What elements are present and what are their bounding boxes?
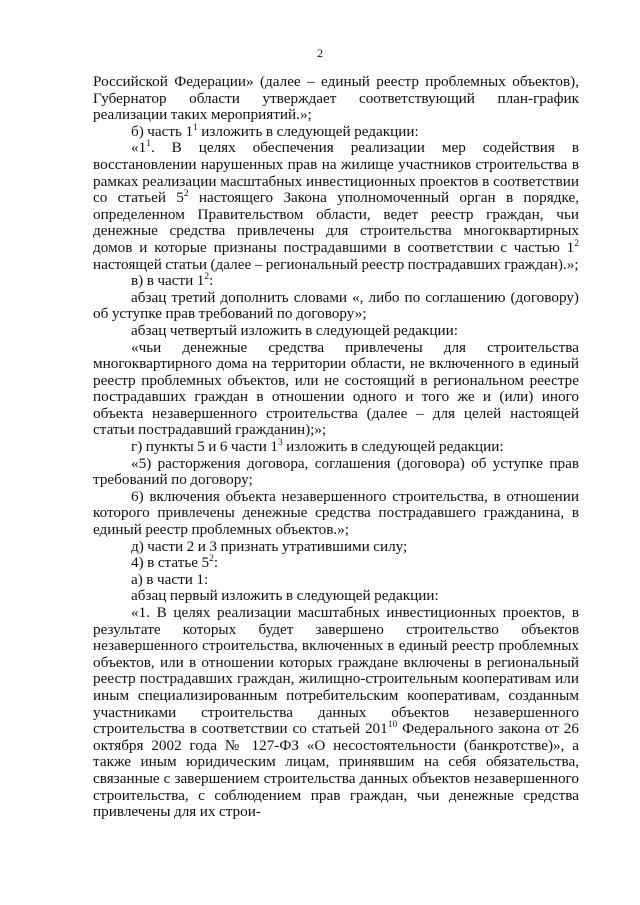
text-run: : — [209, 272, 214, 290]
paragraph: «5) расторжения договора, соглашения (договора) об уступке прав требований по договору; — [93, 454, 579, 489]
document-body — [93, 74, 579, 821]
superscript: 2 — [204, 272, 210, 283]
text-run: в) в части 1 — [131, 272, 205, 290]
superscript: 10 — [387, 720, 398, 731]
paragraph: абзац четвертый изложить в следующей редакции: — [131, 321, 458, 339]
paragraph: 6) включения объекта незавершенного строительства, в отношении которого привлечены денежные средства пострадавшего гражданина, в единый реестр проблемных объектов.»; — [93, 487, 579, 539]
text-run: изложить в следующей редакции: — [282, 438, 504, 456]
text-run: «1. В целях реализации масштабных инвестиционных проектов, в результате которых будет завершено строительство объектов незавершенного строительства, включенных в единый реестр проблемных объектов, или в отношении которых граждане включены в региональный реестр пострадавших граждан, жилищно-строительным кооперативам или иным специализированным потребительским кооперативам, созданным участниками строительства данных объектов незавершенного строительства в соответствии со статьей 201 — [93, 604, 579, 738]
text-run: г) пункты 5 и 6 части 1 — [131, 438, 278, 456]
text-run: настоящей статьи (далее – региональный реестр пострадавших граждан).»; — [93, 255, 579, 273]
text-run: изложить в следующей редакции: — [197, 122, 419, 140]
text-run: «1 — [131, 139, 147, 157]
text-run: : — [213, 554, 219, 572]
text-run: б) часть 1 — [131, 122, 194, 140]
text-run: Федерального закона от 26 октября 2002 года № 127-ФЗ «О несостоятельности (банкротстве)», а также иным юридическим лицам, принявшим на себя обязательства, связанные с завершением строительства данных объектов незавершенного строительства, с соблюдением прав граждан, чьи денежные средства привлечены для их строи- — [93, 720, 579, 821]
paragraph — [93, 605, 579, 821]
text-run: . В целях обеспечения реализации мер содействия в восстановлении нарушенных прав на жилище участников строительства в рамках реализации масштабных инвестиционных проектов в соответствии со статьей 5 — [93, 139, 579, 207]
page-number: 2 — [317, 46, 323, 60]
paragraph — [93, 140, 579, 273]
paragraph — [93, 439, 579, 456]
superscript: 1 — [193, 122, 198, 133]
superscript: 1 — [146, 139, 151, 150]
superscript: 2 — [574, 238, 579, 249]
paragraph: а) в части 1: — [131, 570, 209, 588]
text-run: 4) в статье 5 — [131, 554, 210, 572]
paragraph: абзац третий дополнить словами «, либо по соглашению (договору) об уступке прав требований по договору»; — [93, 288, 579, 323]
text-run: настоящего Закона уполномоченный орган в порядке, определенном Правительством области, ведет реестр граждан, чьи денежные средства привлечены для строительства многоквартирных домов и которые признаны пострадавшими в соответствии с частью 1 — [93, 189, 579, 256]
paragraph — [93, 555, 579, 572]
paragraph — [93, 273, 579, 290]
paragraph: д) части 2 и 3 признать утратившими силу; — [131, 537, 408, 555]
paragraph: абзац первый изложить в следующей редакции: — [131, 587, 439, 605]
superscript: 2 — [209, 554, 214, 565]
paragraph — [93, 124, 579, 141]
paragraph: Российской Федерации» (далее – единый реестр проблемных объектов), Губернатор области утверждает соответствующий план-график реализации таких мероприятий.»; — [93, 73, 579, 124]
superscript: 3 — [277, 438, 283, 449]
paragraph: «чьи денежные средства привлечены для строительства многоквартирного дома на территории области, не включенного в единый реестр проблемных объектов, или не состоящий в региональном реестре пострадавших граждан в отношении одного и того же и (или) иного объекта незавершенного строительства (далее – для целей настоящей статьи пострадавший гражданин);»; — [93, 338, 579, 439]
superscript: 2 — [183, 189, 189, 200]
